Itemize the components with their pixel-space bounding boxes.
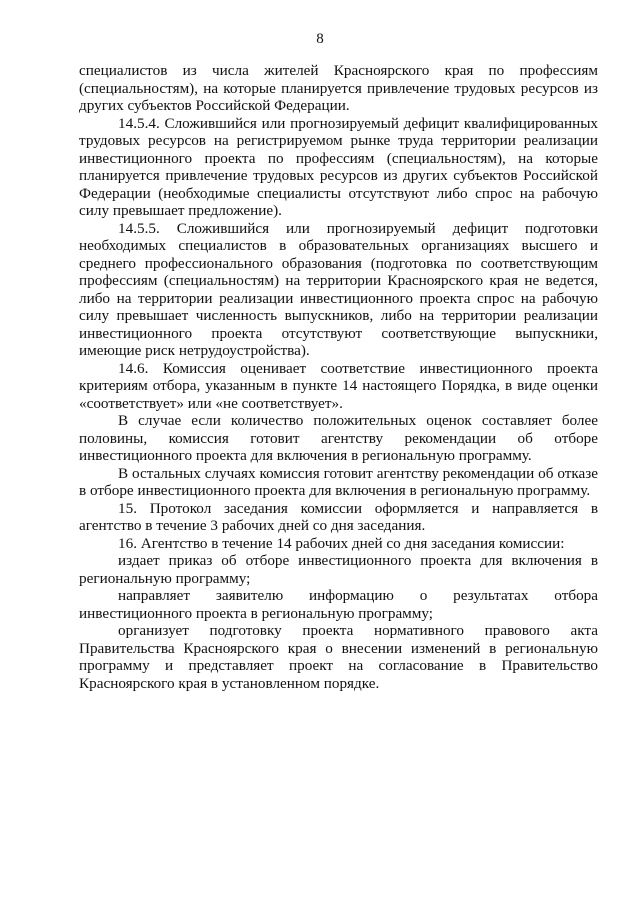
paragraph-14-6: 14.6. Комиссия оценивает соответствие инвестиционного проекта критериям отбора, указанным в пункте 14 настоящего Порядка, в виде оценки «соответствует» или «не соответствует». [79, 359, 598, 412]
paragraph-16-item-notify: направляет заявителю информацию о результатах отбора инвестиционного проекта в региональную программу; [79, 587, 598, 622]
paragraph-continuation: специалистов из числа жителей Красноярского края по профессиям (специальностям), на которые планируется привлечение трудовых ресурсов из других субъектов Российской Федерации. [79, 62, 598, 114]
paragraph-other-cases: В остальных случаях комиссия готовит агентству рекомендации об отказе в отборе инвестиционного проекта для включения в региональную программу. [79, 464, 598, 499]
paragraph-16-item-order: издает приказ об отборе инвестиционного проекта для включения в региональную программу; [79, 552, 598, 587]
paragraph-16-item-organize: организует подготовку проекта нормативного правового акта Правительства Красноярского края о внесении изменений в региональную программу и представляет проект на согласование в Правительство Красноярского края в установленном порядке. [79, 622, 598, 692]
paragraph-14-5-4: 14.5.4. Сложившийся или прогнозируемый дефицит квалифицированных трудовых ресурсов на регистрируемом рынке труда территории реализации инвестиционного проекта по профессиям (специальностям), на которые планируется привлечение трудовых ресурсов из других субъектов Российской Федерации (необходимые специалисты отсутствуют либо спрос на рабочую силу превышает предложение). [79, 114, 598, 219]
paragraph-14-5-5: 14.5.5. Сложившийся или прогнозируемый дефицит подготовки необходимых специалистов в образовательных организациях высшего и среднего профессионального образования (подготовка по соответствующим профессиям (специальностям) на территории Красноярского края не ведется, либо на территории реализации инвестиционного проекта спрос на рабочую силу превышает численность выпускников, либо на территории реализации инвестиционного проекта отсутствуют соответствующие выпускники, имеющие риск нетрудоустройства). [79, 219, 598, 359]
document-body [79, 62, 598, 692]
paragraph-positive-case: В случае если количество положительных оценок составляет более половины, комиссия готовит агентству рекомендации об отборе инвестиционного проекта для включения в региональную программу. [79, 412, 598, 464]
paragraph-16: 16. Агентство в течение 14 рабочих дней со дня заседания комиссии: [118, 534, 565, 552]
paragraph-15: 15. Протокол заседания комиссии оформляется и направляется в агентство в течение 3 рабочих дней со дня заседания. [79, 499, 598, 534]
page-number: 8 [316, 31, 324, 47]
